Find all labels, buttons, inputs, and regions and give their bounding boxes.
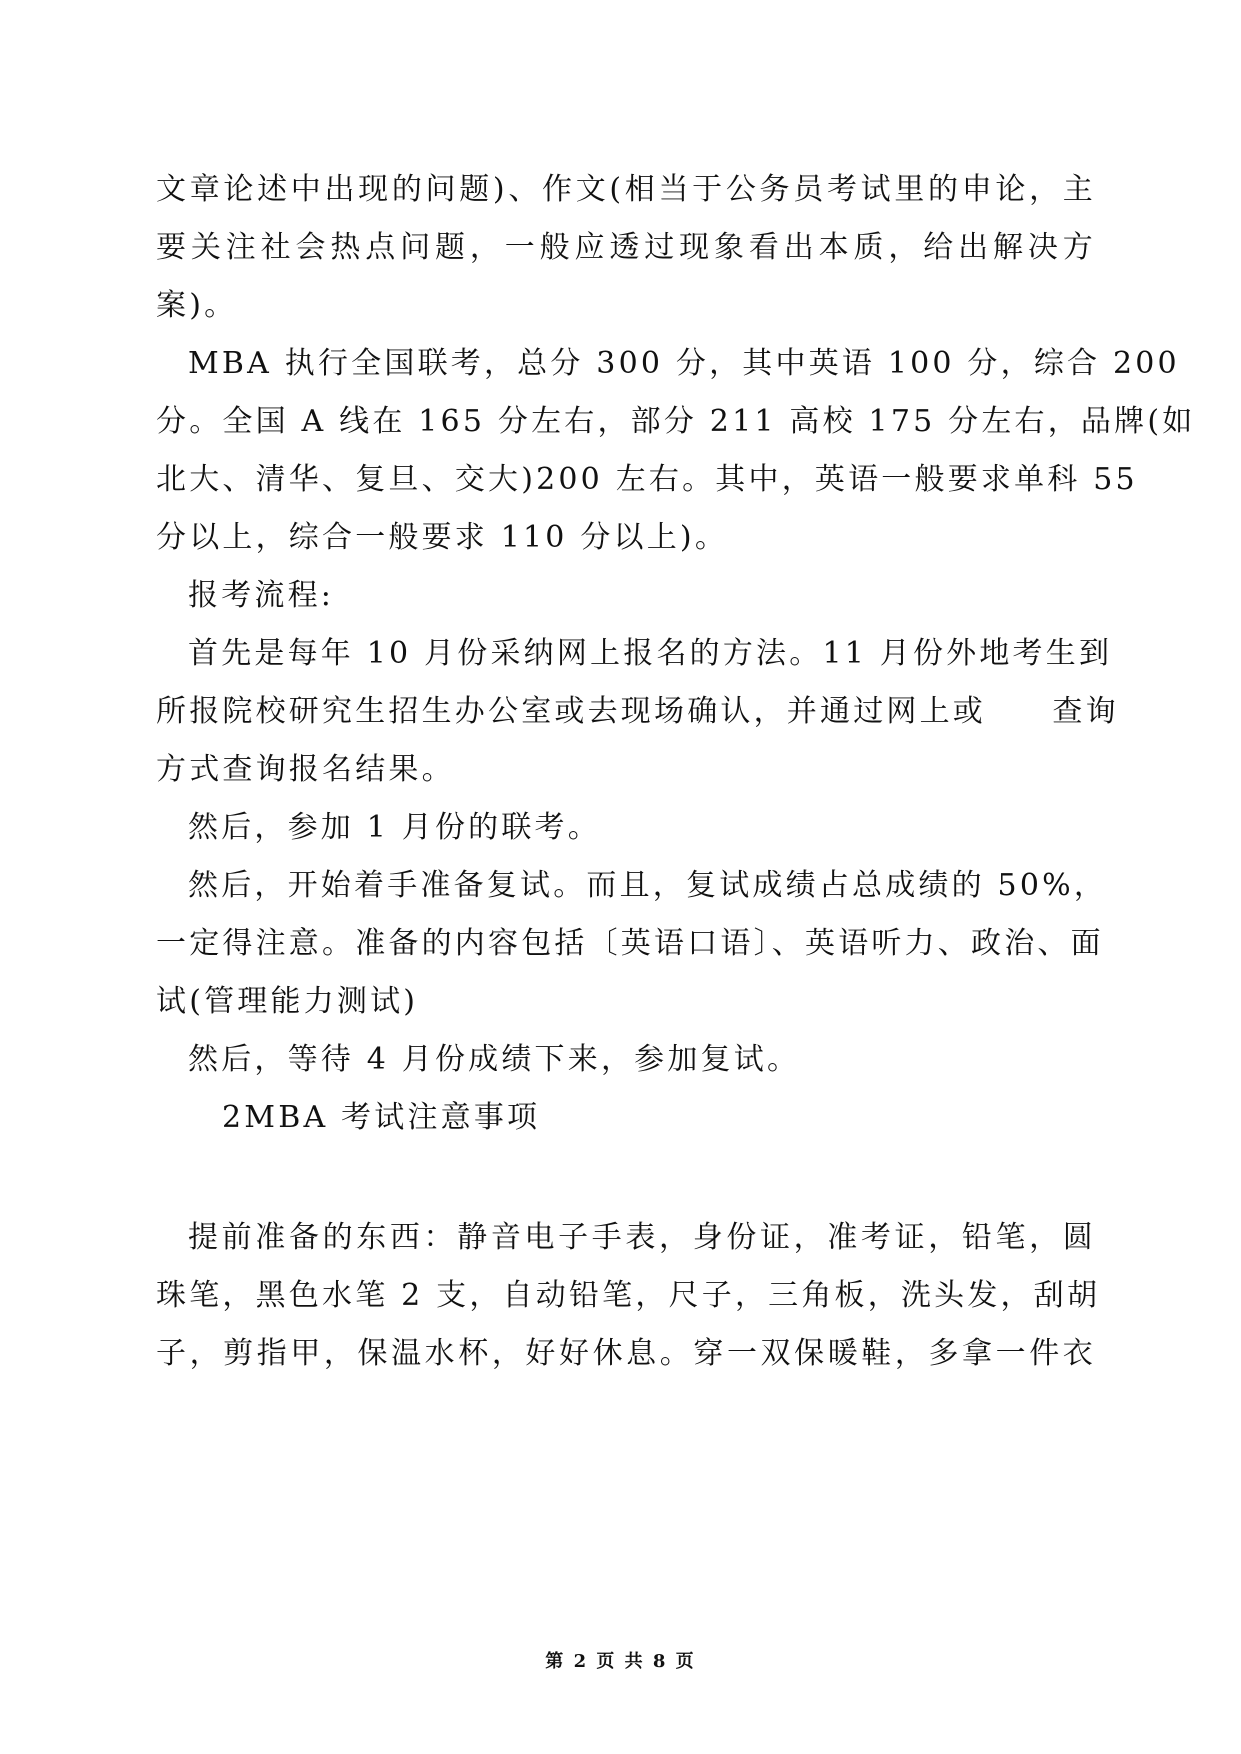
section-label: 报考流程: [188, 578, 335, 613]
paragraph-line: 所报院校研究生招生办公室或去现场确认，并通过网上或 查询 [156, 694, 1119, 729]
paragraph-line: 分。全国 A 线在 165 分左右，部分 211 高校 175 分左右，品牌(如 [156, 404, 1196, 439]
paragraph-line: 然后，参加 1 月份的联考。 [188, 810, 601, 845]
paragraph-line: 一定得注意。准备的内容包括〔英语口语〕、英语听力、政治、面 [156, 926, 1104, 961]
paragraph-line: 要关注社会热点问题，一般应透过现象看出本质，给出解决方 [156, 230, 1096, 265]
paragraph-line: 分以上，综合一般要求 110 分以上)。 [156, 520, 729, 555]
paragraph-line: 文章论述中出现的问题)、作文(相当于公务员考试里的申论，主 [156, 172, 1096, 207]
paragraph-line: 首先是每年 10 月份采纳网上报名的方法。11 月份外地考生到 [188, 636, 1113, 671]
section-heading: 2MBA 考试注意事项 [222, 1100, 541, 1135]
paragraph-line: 然后，开始着手准备复试。而且，复试成绩占总成绩的 50%， [188, 868, 1108, 903]
paragraph-line: 子，剪指甲，保温水杯，好好休息。穿一双保暖鞋，多拿一件衣 [156, 1336, 1096, 1371]
paragraph-line: 试(管理能力测试) [156, 984, 419, 1019]
paragraph-line: 提前准备的东西：静音电子手表，身份证，准考证，铅笔，圆 [188, 1220, 1096, 1255]
paragraph-line: 方式查询报名结果。 [156, 752, 455, 787]
paragraph-line: MBA 执行全国联考，总分 300 分，其中英语 100 分，综合 200 [188, 346, 1180, 381]
paragraph-line: 案)。 [156, 288, 238, 323]
page-number-footer: 第 2 页 共 8 页 [545, 1651, 696, 1672]
paragraph-line: 然后，等待 4 月份成绩下来，参加复试。 [188, 1042, 801, 1077]
paragraph-line: 北大、清华、复旦、交大)200 左右。其中，英语一般要求单科 55 [156, 462, 1138, 497]
paragraph-line: 珠笔，黑色水笔 2 支，自动铅笔，尺子，三角板，洗头发，刮胡 [156, 1278, 1101, 1313]
